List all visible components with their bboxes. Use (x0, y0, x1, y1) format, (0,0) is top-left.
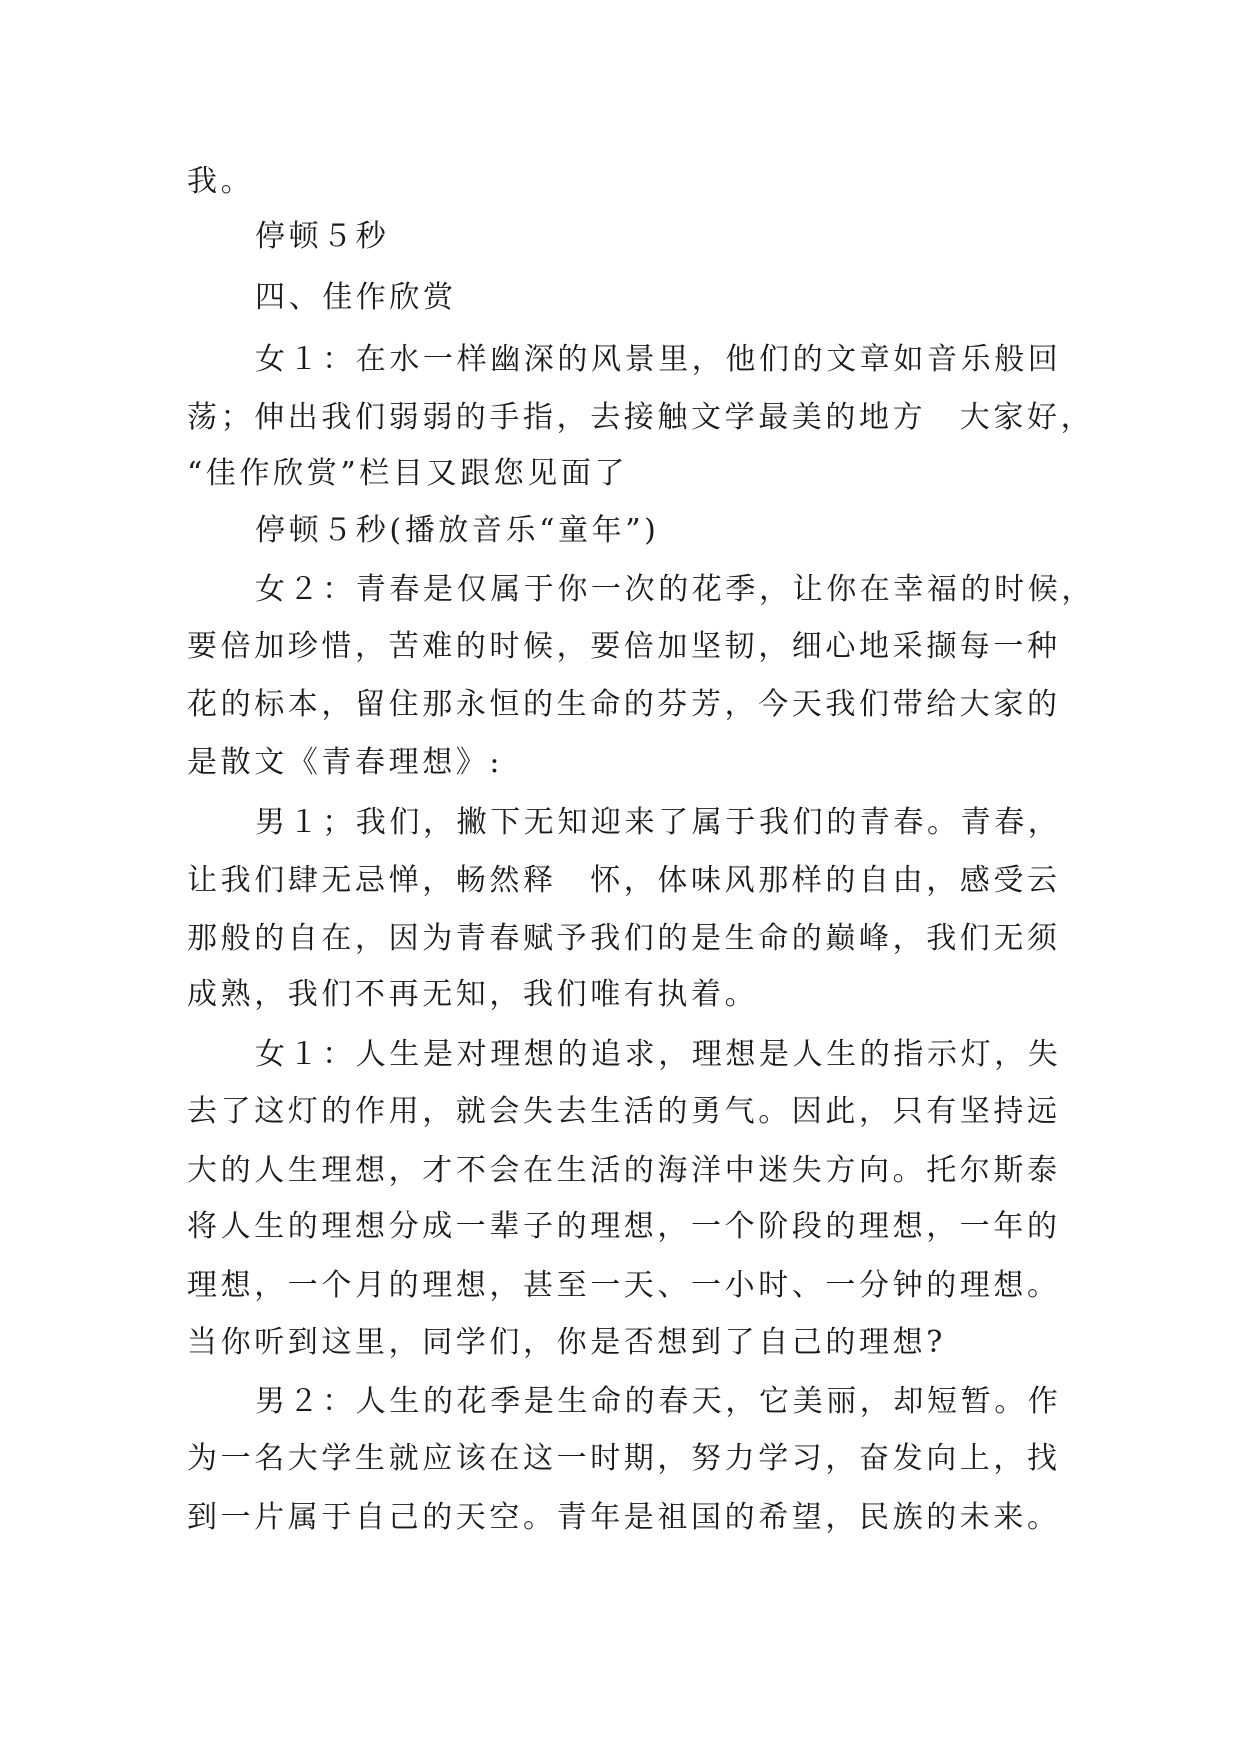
text-line: 让我们肆无忌惮，畅然释 怀，体味风那样的自由，感受云 (187, 863, 1061, 898)
text-line: 我。 (187, 164, 255, 199)
text-line: 大的人生理想，才不会在生活的海洋中迷失方向。托尔斯泰 (187, 1153, 1061, 1188)
text-line: 花的标本，留住那永恒的生命的芬芳，今天我们带给大家的 (187, 687, 1061, 722)
text-line: 女２：青春是仅属于你一次的花季，让你在幸福的时候， (255, 572, 1095, 607)
text-line: 女１：人生是对理想的追求，理想是人生的指示灯，失 (255, 1037, 1062, 1072)
text-line: 为一名大学生就应该在这一时期，努力学习，奋发向上，找 (187, 1441, 1061, 1476)
text-line: 那般的自在，因为青春赋予我们的是生命的巅峰，我们无须 (187, 921, 1061, 956)
text-line: 男１；我们，撇下无知迎来了属于我们的青春。青春， (255, 805, 1062, 840)
section-heading: 四、佳作欣赏 (255, 280, 457, 315)
text-line: 去了这灯的作用，就会失去生活的勇气。因此，只有坚持远 (187, 1094, 1061, 1129)
text-line: 是散文《青春理想》: (187, 745, 504, 780)
text-line: 停顿５秒 (255, 219, 390, 254)
text-line: 男２：人生的花季是生命的春天，它美丽，却短暂。作 (255, 1384, 1062, 1419)
text-line: 成熟，我们不再无知，我们唯有执着。 (187, 977, 759, 1012)
text-line: 要倍加珍惜，苦难的时候，要倍加坚韧，细心地采撷每一种 (187, 629, 1061, 664)
text-line: “佳作欣赏”栏目又跟您见面了 (187, 456, 629, 491)
text-line: 到一片属于自己的天空。青年是祖国的希望，民族的未来。 (187, 1500, 1061, 1535)
text-line: 停顿５秒(播放音乐“童年”) (255, 513, 660, 548)
text-line: 理想，一个月的理想，甚至一天、一小时、一分钟的理想。 (187, 1268, 1061, 1303)
text-line: 女１：在水一样幽深的风景里，他们的文章如音乐般回 (255, 342, 1062, 377)
text-line: 当你听到这里，同学们，你是否想到了自己的理想? (187, 1325, 946, 1360)
text-line: 将人生的理想分成一辈子的理想，一个阶段的理想，一年的 (187, 1209, 1061, 1244)
text-line: 荡；伸出我们弱弱的手指，去接触文学最美的地方 大家好， (187, 400, 1095, 435)
